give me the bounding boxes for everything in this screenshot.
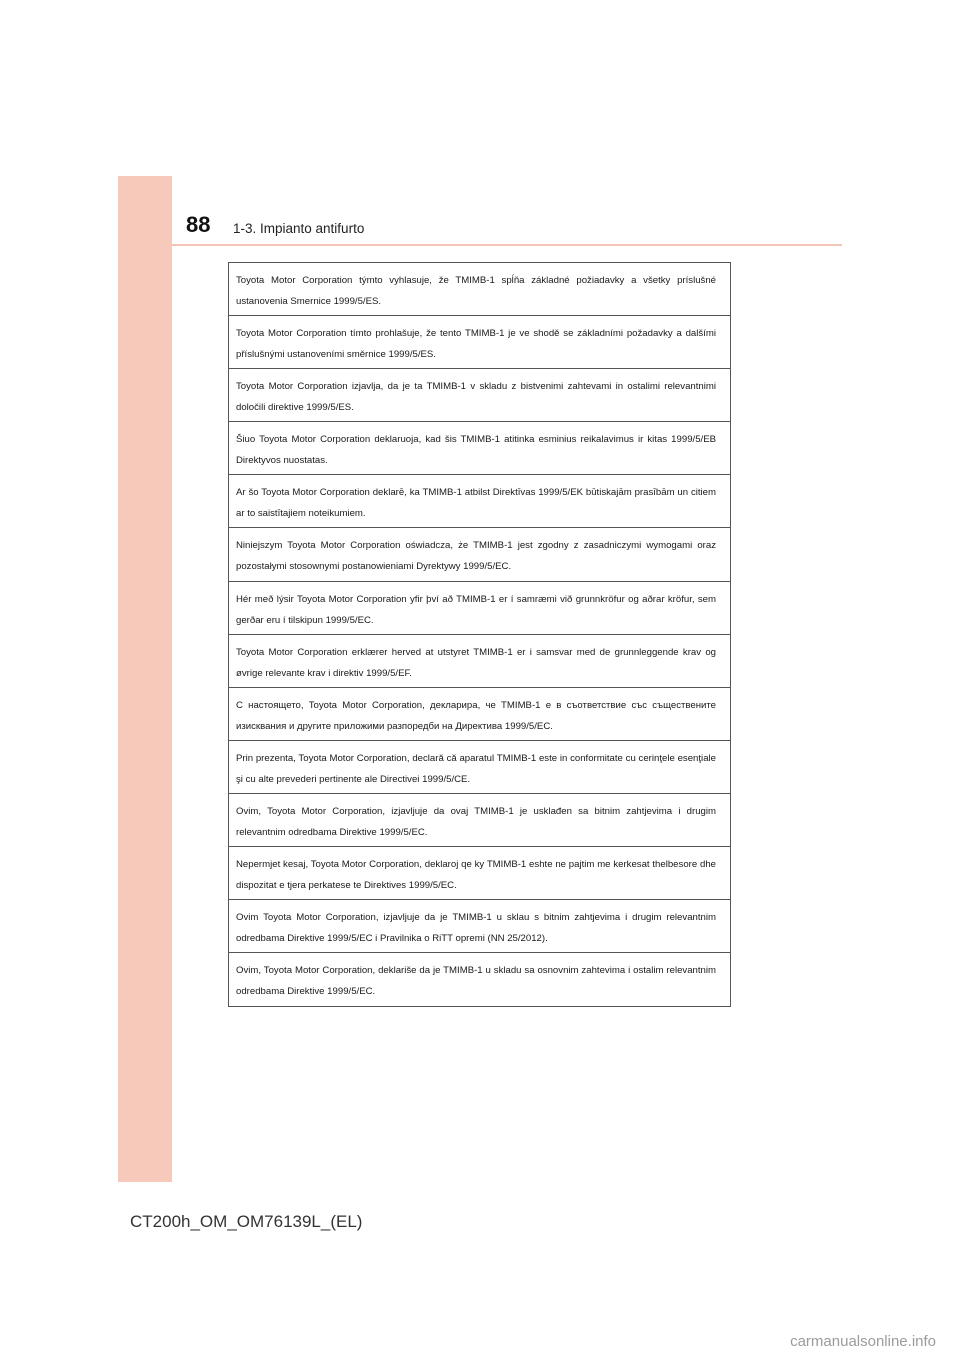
document-code: CT200h_OM_OM76139L_(EL) xyxy=(130,1212,363,1231)
declaration-slovak: Toyota Motor Corporation týmto vyhlasuje, že TMIMB-1 spĺňa základné požiadavky a všetky príslušné ustanovenia Smernice 1999/5/ES. xyxy=(229,263,730,316)
declaration-bulgarian: С настоящето, Toyota Motor Corporation, декларира, че TMIMB-1 е в съответствие със съществените изисквания и другите приложими разпоредби на Директива 1999/5/ЕС. xyxy=(229,688,730,741)
declaration-albanian: Nepermjet kesaj, Toyota Motor Corporation, deklaroj qe ky TMIMB-1 eshte ne pajtim me kerkesat thelbesore dhe dispozitat e tjera perkatese te Direktives 1999/5/EC. xyxy=(229,847,730,900)
declaration-icelandic: Hér með lýsir Toyota Motor Corporation yfir því að TMIMB-1 er í samræmi við grunnkröfur og aðrar kröfur, sem gerðar eru í tilskipun 1999/5/EC. xyxy=(229,582,730,635)
declaration-slovenian: Toyota Motor Corporation izjavlja, da je ta TMIMB-1 v skladu z bistvenimi zahtevami in ostalimi relevantnimi določili direktive 1999/5/ES. xyxy=(229,369,730,422)
side-color-band xyxy=(118,176,172,1182)
header-rule xyxy=(172,244,842,246)
page-number: 88 xyxy=(186,212,211,237)
declaration-latvian: Ar šo Toyota Motor Corporation deklarē, ka TMIMB-1 atbilst Direktīvas 1999/5/EK būtiskajām prasībām un citiem ar to saistītajiem noteikumiem. xyxy=(229,475,730,528)
declaration-montenegrin: Ovim, Toyota Motor Corporation, izjavljuje da ovaj TMIMB-1 je usklađen sa bitnim zahtjevima i drugim relevantnim odredbama Direktive 1999/5/EC. xyxy=(229,794,730,847)
section-title: 1-3. Impianto antifurto xyxy=(233,221,365,236)
declaration-czech: Toyota Motor Corporation tímto prohlašuje, že tento TMIMB-1 je ve shodě se základními požadavky a dalšími příslušnými ustanoveními směrnice 1999/5/ES. xyxy=(229,316,730,369)
declaration-serbian: Ovim, Toyota Motor Corporation, deklariše da je TMIMB-1 u skladu sa osnovnim zahtevima i ostalim relevantnim odredbama Direktive 1999/5/EC. xyxy=(236,965,716,998)
declaration-romanian: Prin prezenta, Toyota Motor Corporation, declară că aparatul TMIMB-1 este in conformitate cu cerinţele esenţiale şi cu alte prevederi pertinente ale Directivei 1999/5/CE. xyxy=(229,741,730,794)
declaration-croatian: Ovim Toyota Motor Corporation, izjavljuje da je TMIMB-1 u sklau s bitnim zahtjevima i drugim relevantnim odredbama Direktive 1999/5/EC i Pravilnika o RiTT opremi (NN 25/2012). xyxy=(229,900,730,953)
declaration-lithuanian: Šiuo Toyota Motor Corporation deklaruoja, kad šis TMIMB-1 atitinka esminius reikalavimus ir kitas 1999/5/EB Direktyvos nuostatas. xyxy=(229,422,730,475)
declaration-polish: Niniejszym Toyota Motor Corporation oświadcza, że TMIMB-1 jest zgodny z zasadniczymi wymogami oraz pozostałymi stosownymi postanowieniami Dyrektywy 1999/5/EC. xyxy=(229,528,730,581)
watermark-text: carmanualsonline.info xyxy=(790,1333,936,1350)
declarations-table xyxy=(228,262,731,1007)
declaration-norwegian: Toyota Motor Corporation erklærer herved at utstyret TMIMB-1 er i samsvar med de grunnleggende krav og øvrige relevante krav i direktiv 1999/5/EF. xyxy=(229,635,730,688)
